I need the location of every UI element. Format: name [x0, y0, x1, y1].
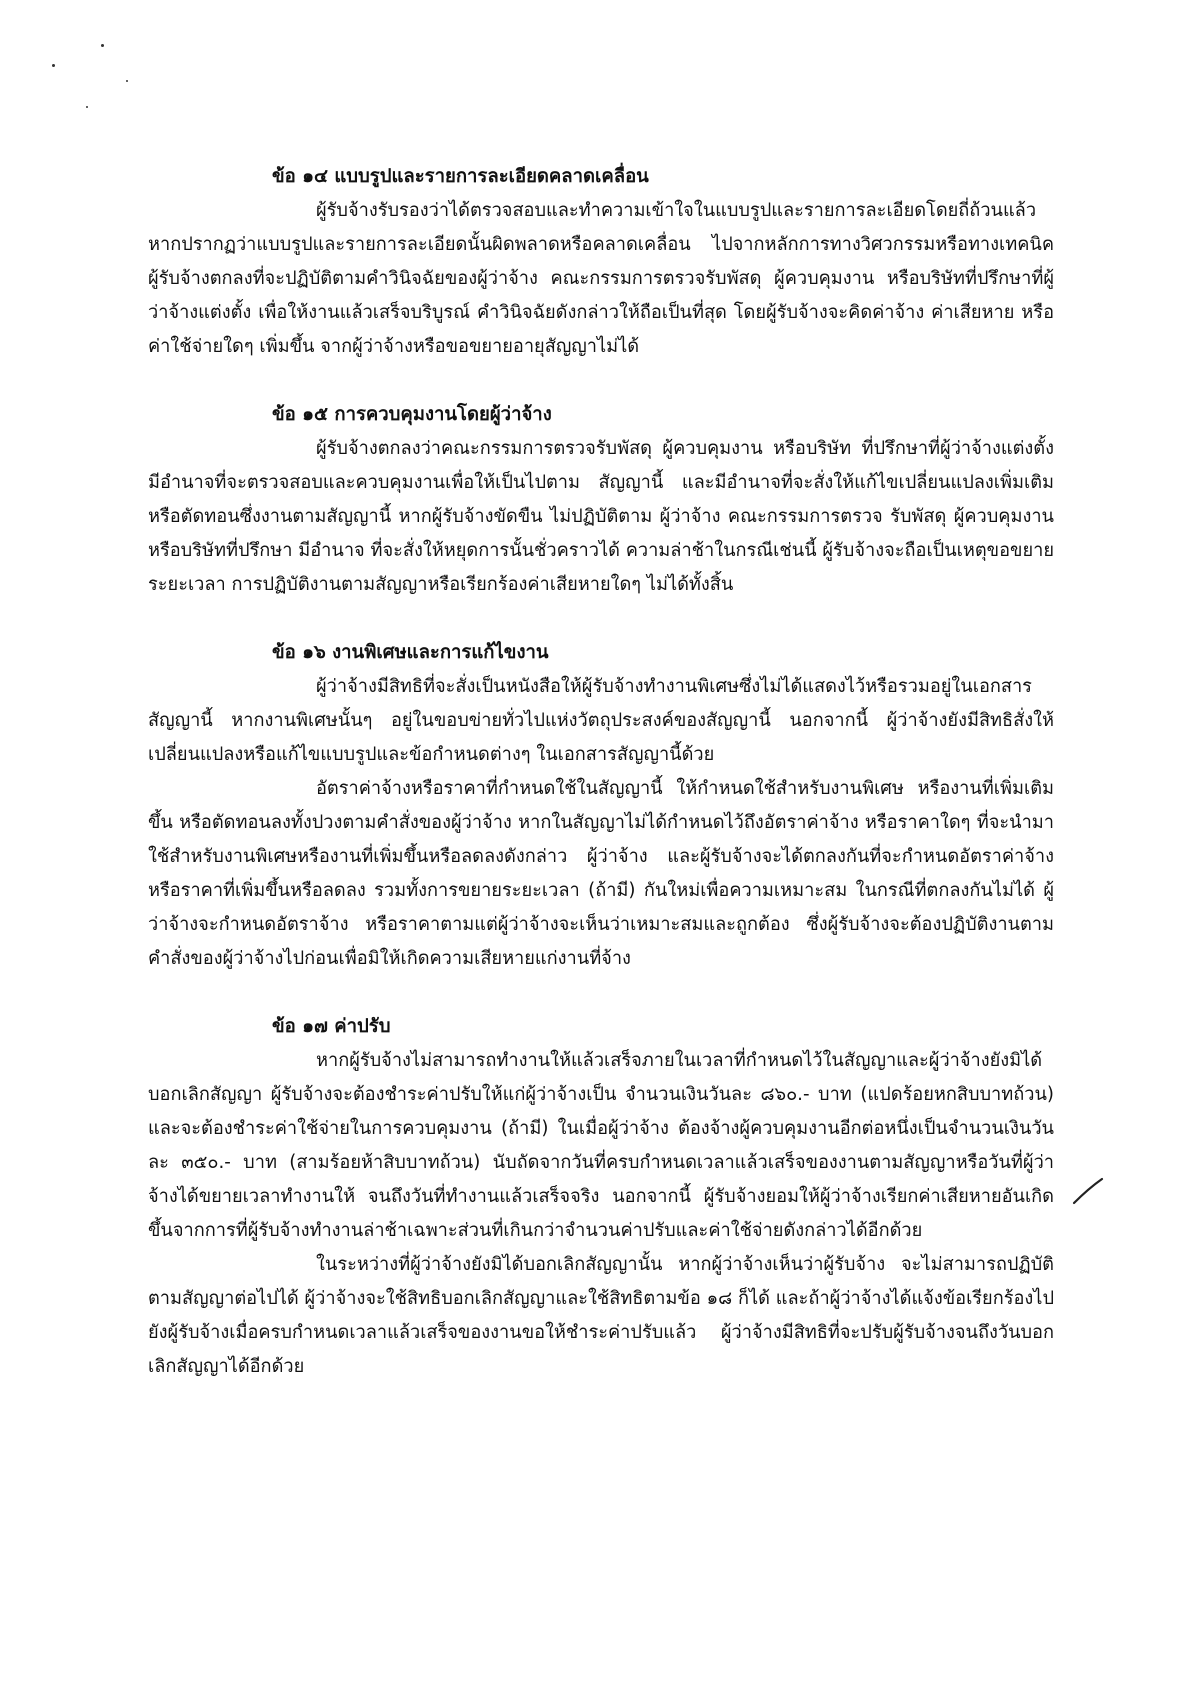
clause-paragraph: อัตราค่าจ้างหรือราคาที่กำหนดใช้ในสัญญานี้ ให้กำหนดใช้สำหรับงานพิเศษ หรืองานที่เพิ่มเติมขึ้น หรือตัดทอนลงทั้งปวงตามคำสั่งของผู้ว่าจ้าง หากในสัญญาไม่ได้กำหนดไว้ถึงอัตราค่าจ้าง หรือราคาใดๆ ที่จะนำมาใช้สำหรับงานพิเศษหรืองานที่เพิ่มขึ้นหรือลดลงดังกล่าว ผู้ว่าจ้าง และผู้รับจ้างจะได้ตกลงกันที่จะกำหนดอัตราค่าจ้างหรือราคาที่เพิ่มขึ้นหรือลดลง รวมทั้งการขยายระยะเวลา (ถ้ามี) กันใหม่เพื่อความเหมาะสม ในกรณีที่ตกลงกันไม่ได้ ผู้ว่าจ้างจะกำหนดอัตราจ้าง หรือราคาตามแต่ผู้ว่าจ้างจะเห็นว่าเหมาะสมและถูกต้อง ซึ่งผู้รับจ้างจะต้องปฏิบัติงานตามคำสั่งของผู้ว่าจ้างไปก่อนเพื่อมิให้เกิดความเสียหายแก่งานที่จ้าง [148, 778, 1054, 969]
clause-16 [148, 636, 1054, 976]
scan-speck [52, 64, 55, 67]
clause-paragraph: ในระหว่างที่ผู้ว่าจ้างยังมิได้บอกเลิกสัญญานั้น หากผู้ว่าจ้างเห็นว่าผู้รับจ้าง จะไม่สามารถปฏิบัติตามสัญญาต่อไปได้ ผู้ว่าจ้างจะใช้สิทธิบอกเลิกสัญญาและใช้สิทธิตามข้อ ๑๘ ก็ได้ และถ้าผู้ว่าจ้างได้แจ้งข้อเรียกร้องไปยังผู้รับจ้างเมื่อครบกำหนดเวลาแล้วเสร็จของงานขอให้ชำระค่าปรับแล้ว ผู้ว่าจ้างมีสิทธิที่จะปรับผู้รับจ้างจนถึงวันบอกเลิกสัญญาได้อีกด้วย [148, 1254, 1054, 1377]
document-body [148, 160, 1054, 1384]
clause-heading: ข้อ ๑๗ ค่าปรับ [272, 1016, 391, 1037]
clause-paragraph: ผู้รับจ้างตกลงว่าคณะกรรมการตรวจรับพัสดุ ผู้ควบคุมงาน หรือบริษัท ที่ปรึกษาที่ผู้ว่าจ้างแต่งตั้ง มีอำนาจที่จะตรวจสอบและควบคุมงานเพื่อให้เป็นไปตาม สัญญานี้ และมีอำนาจที่จะสั่งให้แก้ไขเปลี่ยนแปลงเพิ่มเติม หรือตัดทอนซึ่งงานตามสัญญานี้ หากผู้รับจ้างขัดขืน ไม่ปฏิบัติตาม ผู้ว่าจ้าง คณะกรรมการตรวจ รับพัสดุ ผู้ควบคุมงาน หรือบริษัทที่ปรึกษา มีอำนาจ ที่จะสั่งให้หยุดการนั้นชั่วคราวได้ ความล่าช้าในกรณีเช่นนี้ ผู้รับจ้างจะถือเป็นเหตุขอขยายระยะเวลา การปฏิบัติงานตามสัญญาหรือเรียกร้องค่าเสียหายใดๆ ไม่ได้ทั้งสิ้น [148, 438, 1054, 595]
clause-heading: ข้อ ๑๕ การควบคุมงานโดยผู้ว่าจ้าง [272, 404, 552, 425]
scan-speck [86, 106, 88, 108]
clause-paragraph: ผู้ว่าจ้างมีสิทธิที่จะสั่งเป็นหนังสือให้ผู้รับจ้างทำงานพิเศษซึ่งไม่ได้แสดงไว้หรือรวมอยู่ในเอกสารสัญญานี้ หากงานพิเศษนั้นๆ อยู่ในขอบข่ายทั่วไปแห่งวัตถุประสงค์ของสัญญานี้ นอกจากนี้ ผู้ว่าจ้างยังมีสิทธิสั่งให้เปลี่ยนแปลงหรือแก้ไขแบบรูปและข้อกำหนดต่างๆ ในเอกสารสัญญานี้ด้วย [148, 676, 1054, 765]
clause-paragraph: หากผู้รับจ้างไม่สามารถทำงานให้แล้วเสร็จภายในเวลาที่กำหนดไว้ในสัญญาและผู้ว่าจ้างยังมิได้บอกเลิกสัญญา ผู้รับจ้างจะต้องชำระค่าปรับให้แก่ผู้ว่าจ้างเป็น จำนวนเงินวันละ ๘๖๐.- บาท (แปดร้อยหกสิบบาทถ้วน) และจะต้องชำระค่าใช้จ่ายในการควบคุมงาน (ถ้ามี) ในเมื่อผู้ว่าจ้าง ต้องจ้างผู้ควบคุมงานอีกต่อหนึ่งเป็นจำนวนเงินวันละ ๓๕๐.- บาท (สามร้อยห้าสิบบาทถ้วน) นับถัดจากวันที่ครบกำหนดเวลาแล้วเสร็จของงานตามสัญญาหรือวันที่ผู้ว่าจ้างได้ขยายเวลาทำงานให้ จนถึงวันที่ทำงานแล้วเสร็จจริง นอกจากนี้ ผู้รับจ้างยอมให้ผู้ว่าจ้างเรียกค่าเสียหายอันเกิดขึ้นจากการที่ผู้รับจ้างทำงานล่าช้าเฉพาะส่วนที่เกินกว่าจำนวนค่าปรับและค่าใช้จ่ายดังกล่าวได้อีกด้วย [148, 1050, 1054, 1241]
clause-heading: ข้อ ๑๖ งานพิเศษและการแก้ไขงาน [272, 642, 549, 663]
clause-heading: ข้อ ๑๔ แบบรูปและรายการละเอียดคลาดเคลื่อน [272, 166, 649, 187]
scan-speck [126, 80, 128, 82]
handwritten-slash-mark [1070, 1176, 1106, 1206]
clause-14 [148, 160, 1054, 364]
clause-15 [148, 398, 1054, 602]
scan-speck [101, 44, 104, 47]
clause-paragraph: ผู้รับจ้างรับรองว่าได้ตรวจสอบและทำความเข้าใจในแบบรูปและรายการละเอียดโดยถี่ถ้วนแล้ว หากปรากฏว่าแบบรูปและรายการละเอียดนั้นผิดพลาดหรือคลาดเคลื่อน ไปจากหลักการทางวิศวกรรมหรือทางเทคนิค ผู้รับจ้างตกลงที่จะปฏิบัติตามคำวินิจฉัยของผู้ว่าจ้าง คณะกรรมการตรวจรับพัสดุ ผู้ควบคุมงาน หรือบริษัทที่ปรึกษาที่ผู้ว่าจ้างแต่งตั้ง เพื่อให้งานแล้วเสร็จบริบูรณ์ คำวินิจฉัยดังกล่าวให้ถือเป็นที่สุด โดยผู้รับจ้างจะคิดค่าจ้าง ค่าเสียหาย หรือค่าใช้จ่ายใดๆ เพิ่มขึ้น จากผู้ว่าจ้างหรือขอขยายอายุสัญญาไม่ได้ [148, 200, 1054, 357]
clause-17 [148, 1010, 1054, 1384]
